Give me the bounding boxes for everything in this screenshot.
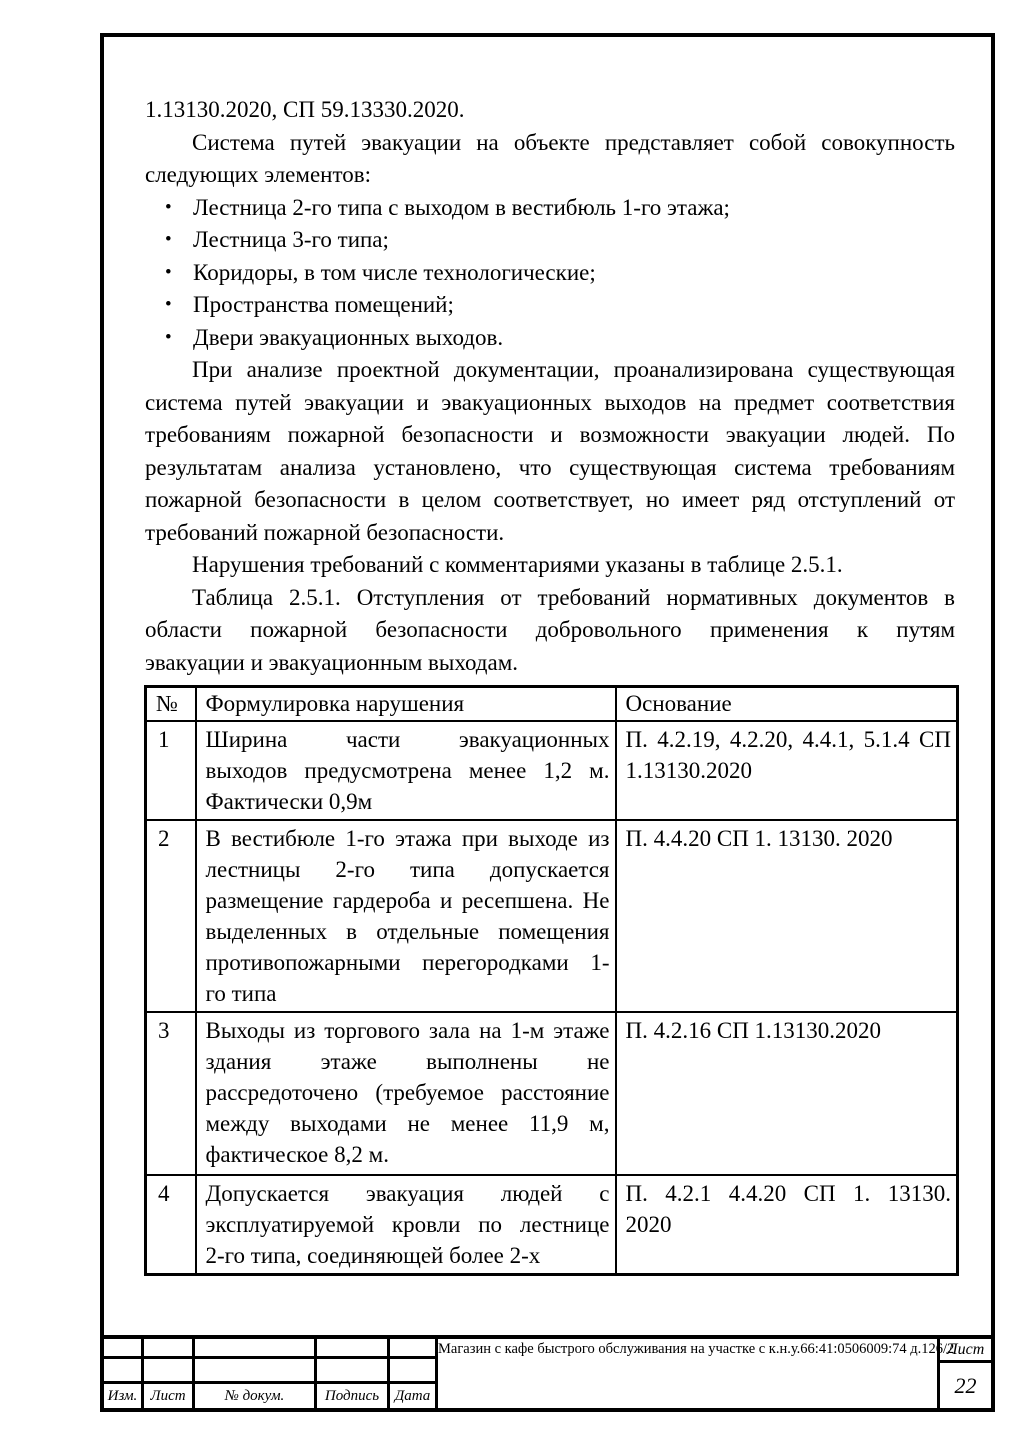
bullet-text: Двери эвакуационных выходов. [193, 324, 504, 350]
bullet-item [145, 257, 955, 290]
title-block [104, 1335, 991, 1408]
bullet-item [145, 224, 955, 257]
bullet-icon: • [165, 196, 172, 218]
bullet-icon: • [165, 229, 172, 250]
stamp-empty-cell [144, 1339, 195, 1359]
cell-number: 2 [146, 820, 196, 1012]
violations-table [144, 685, 959, 1276]
cell-basis: П. 4.2.19, 4.2.20, 4.4.1, 5.1.4 СП 1.13130.2020 [616, 721, 958, 820]
paragraph-system: Система путей эвакуации на объекте представляет собой совокупность следующих элементов: [145, 129, 955, 187]
bullet-list [145, 192, 955, 355]
sheet-label: Лист [940, 1339, 991, 1363]
document-content [145, 94, 955, 1276]
stamp-empty-cell [317, 1339, 390, 1359]
stamp-empty-cell [104, 1339, 144, 1359]
bullet-text: Лестница 2-го типа с выходом в вестибюль 1-го этажа; [193, 194, 730, 220]
stamp-empty-cell [317, 1359, 390, 1384]
stamp-label-data: Дата [390, 1384, 438, 1408]
bullet-icon: • [165, 261, 172, 283]
stamp-empty-cell [390, 1359, 438, 1384]
bullet-icon: • [165, 326, 172, 348]
bullet-item [145, 322, 955, 355]
bullet-text: Лестница 3-го типа; [193, 227, 389, 252]
cell-number: 3 [146, 1012, 196, 1175]
stamp-label-izm: Изм. [104, 1384, 144, 1408]
sheet-number: 22 [954, 1372, 977, 1398]
header-cell-violation: Формулировка нарушения [196, 687, 616, 721]
cell-number: 1 [146, 721, 196, 820]
stamp-empty-cell [104, 1359, 144, 1384]
stamp-label-podpis: Подпись [317, 1384, 390, 1408]
table-row [146, 1012, 958, 1175]
paragraph-analysis: При анализе проектной документации, проанализирована существующая система путей эвакуации и эвакуационных выходов на предмет соответствия требованиям пожарной безопасности и возможности эвакуации людей. По результатам анализа установлено, что существующая система требованиям пожарной безопасности в целом соответствует, но имеет ряд отступлений от требований пожарной безопасности. [145, 357, 955, 545]
header-cell-number: № [146, 687, 196, 721]
stamp-empty-cell [195, 1359, 317, 1384]
cell-number: 4 [146, 1175, 196, 1275]
stamp-empty-cell [144, 1359, 195, 1384]
paragraph-violations: Нарушения требований с комментариями указаны в таблице 2.5.1. [192, 552, 843, 577]
table-row [146, 721, 958, 820]
stamp-empty-cell [390, 1339, 438, 1359]
cell-basis: П. 4.2.16 СП 1.13130.2020 [616, 1012, 958, 1175]
stamp-grid [104, 1339, 438, 1408]
stamp-label-dokum: № докум. [195, 1384, 317, 1408]
page-frame [100, 33, 995, 1412]
intro-line: 1.13130.2020, СП 59.13330.2020. [145, 97, 465, 122]
bullet-text: Пространства помещений; [193, 292, 454, 317]
cell-violation: Ширина части эвакуационных выходов предусмотрена менее 1,2 м. Фактически 0,9м [196, 721, 616, 820]
stamp-empty-cell [195, 1339, 317, 1359]
cell-violation: В вестибюле 1-го этажа при выходе из лестницы 2-го типа допускается размещение гардероба и ресепшена. Не выделенных в отдельные помещения противопожарными перегородками 1- го типа [196, 820, 616, 1012]
bullet-text: Коридоры, в том числе технологические; [193, 259, 596, 285]
project-title-cell [438, 1339, 955, 1408]
bullet-item [145, 289, 955, 322]
header-cell-basis: Основание [616, 687, 958, 721]
cell-violation: Выходы из торгового зала на 1-м этаже здания этаже выполнены не рассредоточено (требуемое расстояние между выходами не менее 11,9 м, фактическое 8,2 м. [196, 1012, 616, 1175]
bullet-icon: • [165, 294, 172, 315]
table-header-row [146, 687, 958, 721]
project-title: Магазин с кафе быстрого обслуживания на участке с к.н.у.66:41:0506009:74 д.126/2 [438, 1341, 955, 1357]
bullet-item [145, 192, 955, 225]
cell-violation: Допускается эвакуация людей с эксплуатируемой кровли по лестнице 2-го типа, соединяющей более 2-х [196, 1175, 616, 1275]
table-row [146, 1175, 958, 1275]
stamp-label-list: Лист [144, 1384, 195, 1408]
cell-basis: П. 4.2.1 4.4.20 СП 1. 13130. 2020 [616, 1175, 958, 1275]
table-row [146, 820, 958, 1012]
table-caption: Таблица 2.5.1. Отступления от требований нормативных документов в области пожарной безопасности добровольного применения к путям эвакуации и эвакуационным выходам. [145, 584, 955, 675]
cell-basis: П. 4.4.20 СП 1. 13130. 2020 [616, 820, 958, 1012]
